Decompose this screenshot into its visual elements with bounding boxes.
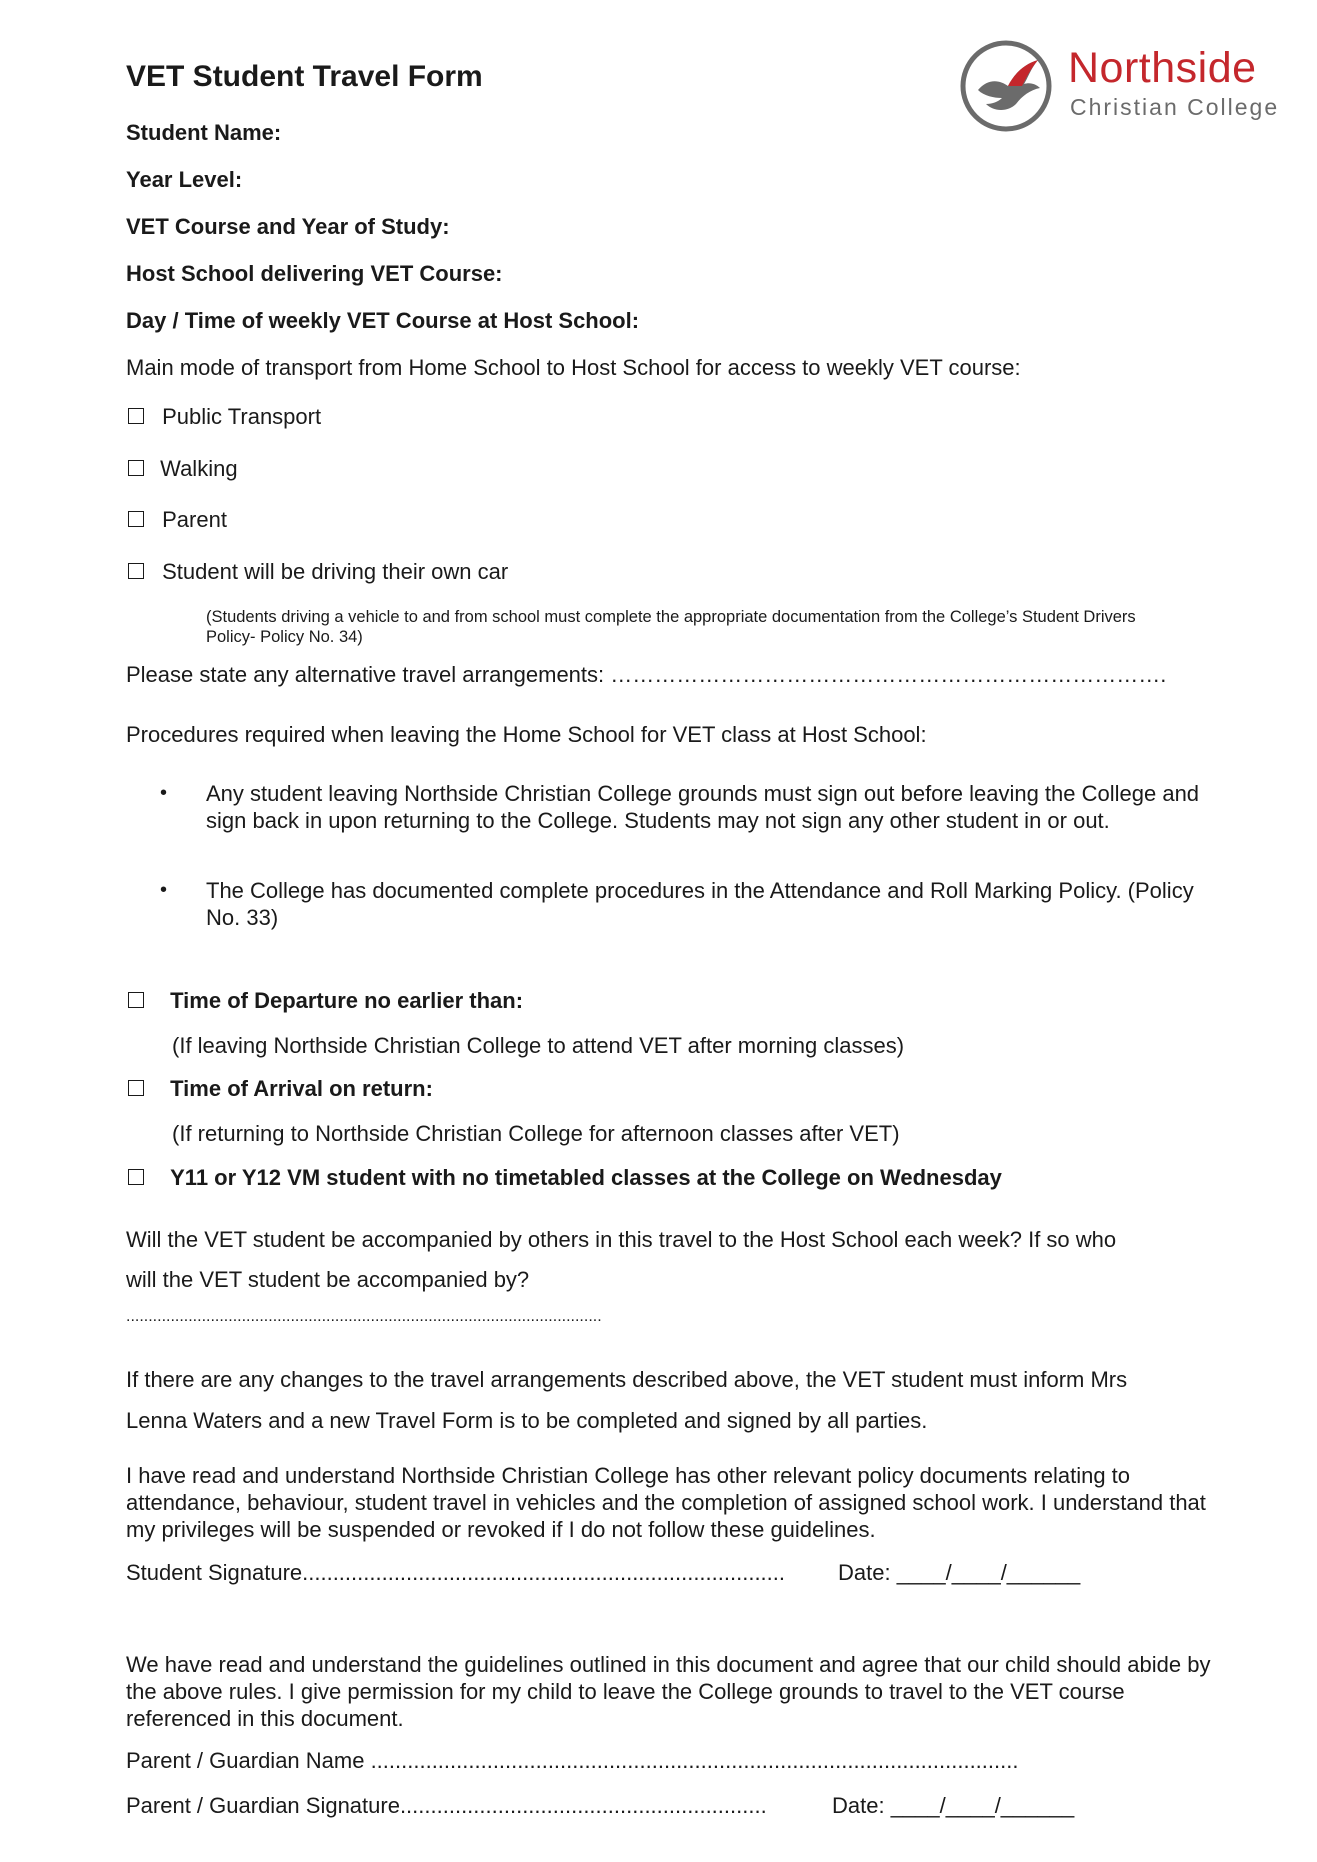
option-parent[interactable] [128, 507, 227, 533]
parent-signature-line[interactable]: Parent / Guardian Signature............................................................ [126, 1793, 767, 1818]
checkbox-icon[interactable] [128, 992, 144, 1008]
accompanied-question-line1: Will the VET student be accompanied by others in this travel to the Host School each week? If so who [126, 1227, 1117, 1252]
host-school-label: Host School delivering VET Course: [126, 261, 503, 286]
procedures-heading: Procedures required when leaving the Home School for VET class at Host School: [126, 722, 927, 747]
arrival-label: Time of Arrival on return: [170, 1076, 433, 1101]
arrival-option[interactable] [128, 1076, 433, 1102]
accompanied-question-line2: will the VET student be accompanied by? [126, 1267, 530, 1292]
accompanied-answer-line[interactable]: ........................................................................................................... [126, 1308, 602, 1325]
drivers-policy-note: (Students driving a vehicle to and from school must complete the appropriate documentation from the College’s Student Drivers Policy- Policy No. 34) [206, 608, 1136, 646]
vm-label: Y11 or Y12 VM student with no timetabled classes at the College on Wednesday [170, 1165, 1002, 1190]
parent-name-line[interactable]: Parent / Guardian Name .......................................................................................................... [126, 1748, 1019, 1773]
logo-name: Northside [1068, 44, 1257, 92]
dove-emblem-icon [958, 38, 1054, 134]
option-walking[interactable] [128, 456, 238, 482]
bullet-text: Any student leaving Northside Christian College grounds must sign out before leaving the College and sign back in upon returning to the College. Students may not sign any other student in or out. [206, 781, 1200, 833]
parent-acknowledgement: We have read and understand the guidelines outlined in this document and agree that our child should abide by the above rules. I give permission for my child to leave the College grounds to travel to the VET course referenced in this document. [126, 1652, 1211, 1731]
logo-subtitle: Christian College [1070, 94, 1280, 120]
student-signature-line[interactable]: Student Signature............................................................................... [126, 1560, 786, 1585]
vm-option[interactable] [128, 1165, 1002, 1191]
day-time-label: Day / Time of weekly VET Course at Host School: [126, 308, 640, 333]
alternative-arrangements: Please state any alternative travel arrangements: …………………………………………………………………. [126, 662, 1167, 687]
form-title: VET Student Travel Form [126, 60, 483, 93]
transport-question: Main mode of transport from Home School to Host School for access to weekly VET course: [126, 355, 1021, 380]
checkbox-icon[interactable] [128, 511, 144, 527]
checkbox-icon[interactable] [128, 563, 144, 579]
student-name-label: Student Name: [126, 120, 282, 145]
changes-line1: If there are any changes to the travel arrangements described above, the VET student must inform Mrs [126, 1367, 1128, 1392]
option-label: Parent [162, 507, 227, 532]
option-public-transport[interactable] [128, 404, 321, 430]
departure-note: (If leaving Northside Christian College to attend VET after morning classes) [172, 1033, 905, 1058]
college-logo [958, 36, 1298, 136]
checkbox-icon[interactable] [128, 408, 144, 424]
checkbox-icon[interactable] [128, 460, 144, 476]
year-level-label: Year Level: [126, 167, 243, 192]
bullet-icon: • [160, 782, 168, 804]
bullet-text: The College has documented complete procedures in the Attendance and Roll Marking Policy. (Policy No. 33) [206, 878, 1194, 930]
option-label: Walking [160, 456, 238, 481]
departure-option[interactable] [128, 988, 523, 1014]
arrival-note: (If returning to Northside Christian College for afternoon classes after VET) [172, 1121, 900, 1146]
checkbox-icon[interactable] [128, 1169, 144, 1185]
parent-date-field[interactable]: Date: ____/____/______ [832, 1793, 1075, 1818]
student-acknowledgement: I have read and understand Northside Christian College has other relevant policy documents relating to attendance, behaviour, student travel in vehicles and the completion of assigned school work. I understand that my privileges will be suspended or revoked if I do not follow these guidelines. [126, 1463, 1206, 1542]
option-label: Public Transport [162, 404, 322, 429]
course-label: VET Course and Year of Study: [126, 214, 450, 239]
option-label: Student will be driving their own car [162, 559, 509, 584]
checkbox-icon[interactable] [128, 1080, 144, 1096]
changes-line2: Lenna Waters and a new Travel Form is to be completed and signed by all parties. [126, 1408, 928, 1433]
option-own-car[interactable] [128, 559, 508, 585]
student-date-field[interactable]: Date: ____/____/______ [838, 1560, 1081, 1585]
departure-label: Time of Departure no earlier than: [170, 988, 524, 1013]
bullet-icon: • [160, 879, 168, 901]
